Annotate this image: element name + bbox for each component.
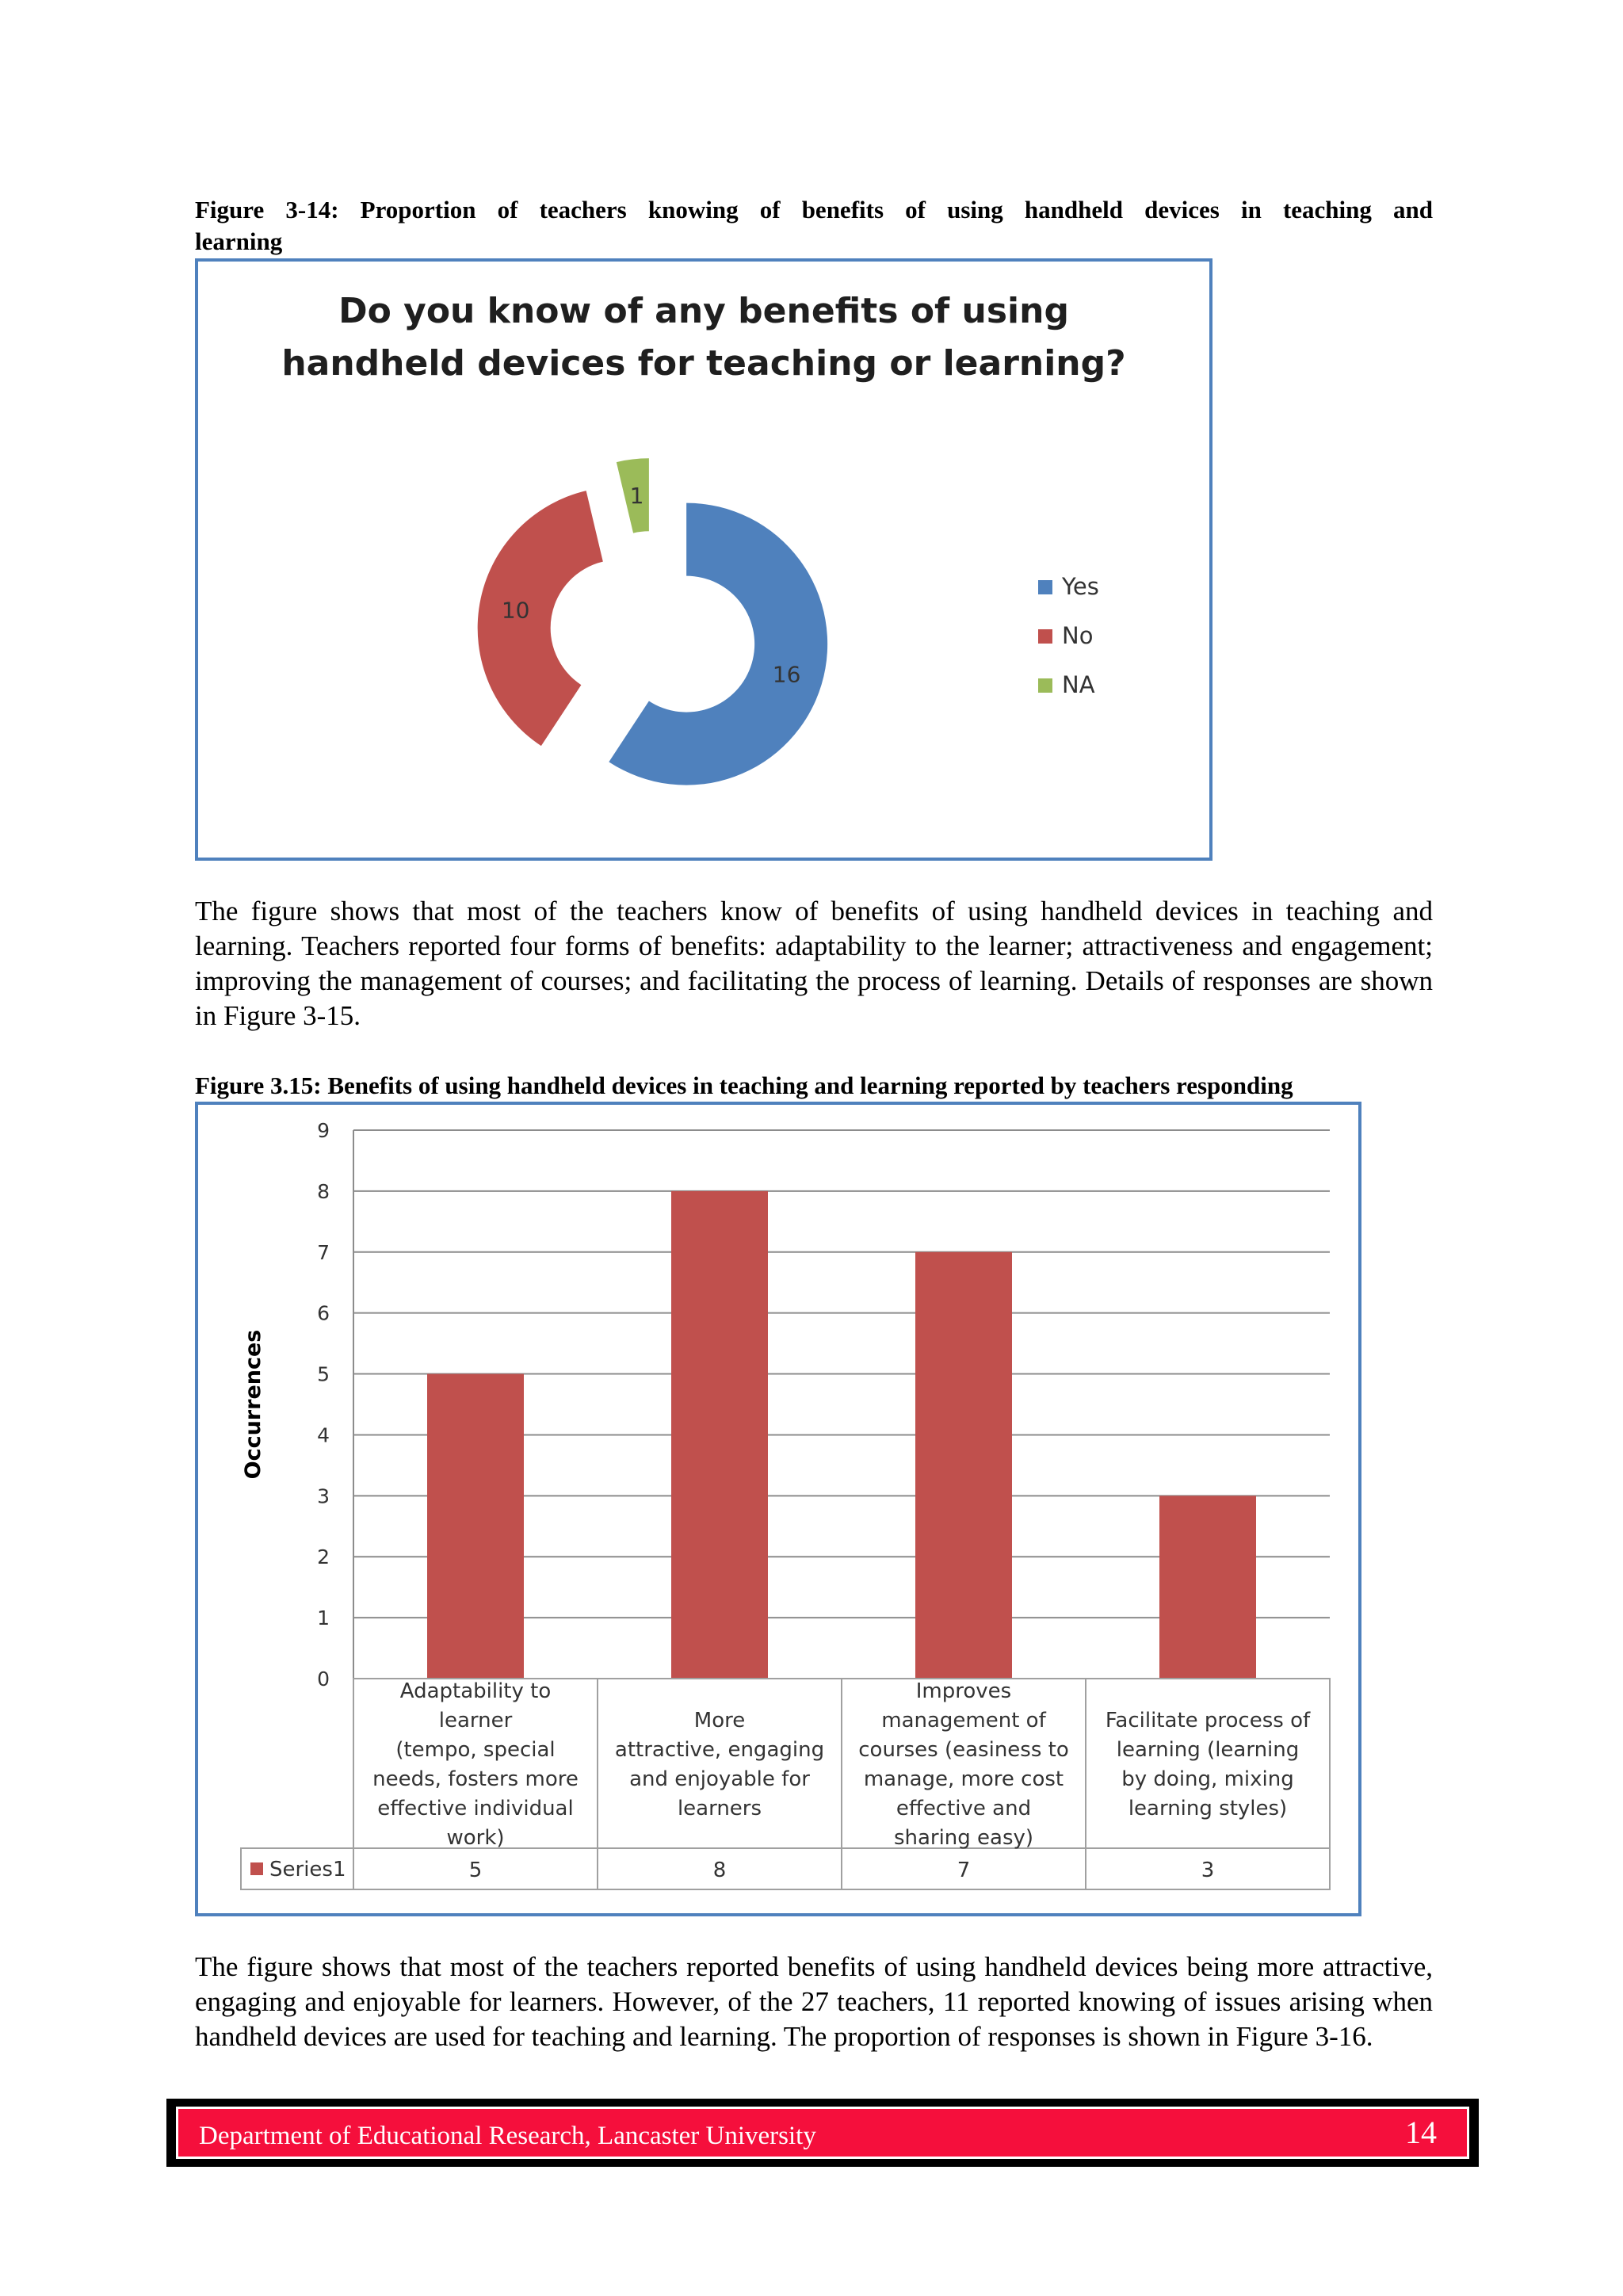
- page-footer: [166, 2099, 1479, 2167]
- y-axis-title: Occurrences: [241, 1329, 265, 1480]
- category-label-2-line-3: and enjoyable for: [629, 1767, 810, 1791]
- category-label-1-line-2: learner: [438, 1709, 513, 1733]
- data-table-value-1: 5: [468, 1859, 483, 1882]
- category-label-2-line-4: learners: [677, 1797, 762, 1820]
- y-tick-label-1: 1: [317, 1606, 330, 1630]
- data-table-value-2: 8: [712, 1859, 727, 1882]
- category-label-1-line-4: needs, fosters more: [372, 1767, 579, 1791]
- donut-chart-frame: [195, 258, 1212, 861]
- y-tick-label-6: 6: [317, 1301, 330, 1325]
- y-tick-label-3: 3: [317, 1484, 330, 1508]
- figure-3-14-caption-line1: Figure 3-14: Proportion of teachers knowing of benefits of using handheld devices in teaching and: [195, 196, 1433, 223]
- category-label-4-line-4: learning styles): [1128, 1797, 1288, 1820]
- figure-3-14-caption-line2: learning: [195, 227, 283, 255]
- donut-slice-no: [478, 491, 603, 746]
- legend-swatch-yes: [1038, 580, 1052, 594]
- paragraph-2: The figure shows that most of the teachers reported benefits of using handheld devices being more attractive, engaging and enjoyable for learners. However, of the 27 teachers, 11 reported knowing of issues arising when handheld devices are used for teaching and learning. The proportion of responses is shown in Figure 3-16.: [195, 1951, 1433, 2052]
- category-label-4-line-1: Facilitate process of: [1105, 1709, 1311, 1733]
- data-table-value-4: 3: [1201, 1859, 1215, 1882]
- paragraph-1: The figure shows that most of the teachers know of benefits of using handheld devices in teaching and learning. Teachers reported four forms of benefits: adaptability to the learner; attractiveness and engagement; improving the management of courses; and facilitating the process of learning. Details of responses are shown in Figure 3-15.: [195, 896, 1433, 1031]
- donut-value-label-na: 1: [629, 483, 644, 510]
- bar-chart-frame: [195, 1102, 1361, 1916]
- y-tick-label-2: 2: [317, 1545, 330, 1569]
- category-label-3-line-3: courses (easiness to: [858, 1738, 1069, 1762]
- category-label-1-line-1: Adaptability to: [399, 1679, 552, 1703]
- category-label-4-line-3: by doing, mixing: [1121, 1767, 1294, 1791]
- category-label-3-line-5: effective and: [896, 1797, 1032, 1820]
- legend-label-yes: Yes: [1062, 573, 1099, 600]
- bar-2: [671, 1191, 768, 1679]
- bar-chart: [198, 1105, 1358, 1913]
- category-label-3-line-4: manage, more cost: [863, 1767, 1064, 1791]
- y-tick-label-9: 9: [317, 1119, 330, 1142]
- data-table-value-3: 7: [957, 1859, 971, 1882]
- donut-chart: [198, 262, 1209, 858]
- category-label-3-line-6: sharing easy): [893, 1826, 1034, 1850]
- category-label-1-line-5: effective individual: [377, 1797, 574, 1820]
- donut-value-label-no: 10: [501, 597, 530, 624]
- category-label-1-line-3: (tempo, special: [395, 1738, 556, 1762]
- donut-slice-yes: [609, 503, 827, 785]
- bar-4: [1159, 1496, 1256, 1679]
- y-tick-label-7: 7: [317, 1240, 330, 1264]
- series-legend-swatch: [250, 1862, 263, 1875]
- category-label-2-line-2: attractive, engaging: [614, 1738, 825, 1762]
- series-legend-label: Series1: [269, 1858, 346, 1881]
- category-label-1-line-6: work): [446, 1826, 505, 1850]
- y-tick-label-0: 0: [317, 1668, 330, 1690]
- legend-label-no: No: [1062, 622, 1094, 649]
- legend-swatch-na: [1038, 678, 1052, 693]
- footer-department: Department of Educational Research, Lancaster University: [199, 2122, 816, 2150]
- page-footer-band: [176, 2107, 1469, 2159]
- donut-value-label-yes: 16: [772, 661, 801, 688]
- bar-1: [427, 1374, 524, 1679]
- figure-3-14-caption: [195, 194, 1433, 258]
- category-label-3-line-2: management of: [881, 1709, 1046, 1733]
- legend-swatch-no: [1038, 629, 1052, 644]
- donut-chart-title-line1: Do you know of any benefits of using: [338, 291, 1069, 331]
- y-tick-label-4: 4: [317, 1423, 330, 1447]
- category-label-4-line-2: learning (learning: [1116, 1738, 1300, 1762]
- category-label-3-line-1: Improves: [915, 1679, 1012, 1703]
- y-tick-label-8: 8: [317, 1179, 330, 1203]
- bar-3: [915, 1252, 1012, 1679]
- legend-label-na: NA: [1062, 671, 1095, 698]
- donut-chart-title-line2: handheld devices for teaching or learning?: [281, 343, 1126, 384]
- page-number: 14: [1405, 2115, 1437, 2150]
- figure-3-15-caption: Figure 3.15: Benefits of using handheld devices in teaching and learning reported by teachers responding: [195, 1072, 1293, 1099]
- y-tick-label-5: 5: [317, 1362, 330, 1386]
- category-label-2-line-1: More: [693, 1709, 746, 1733]
